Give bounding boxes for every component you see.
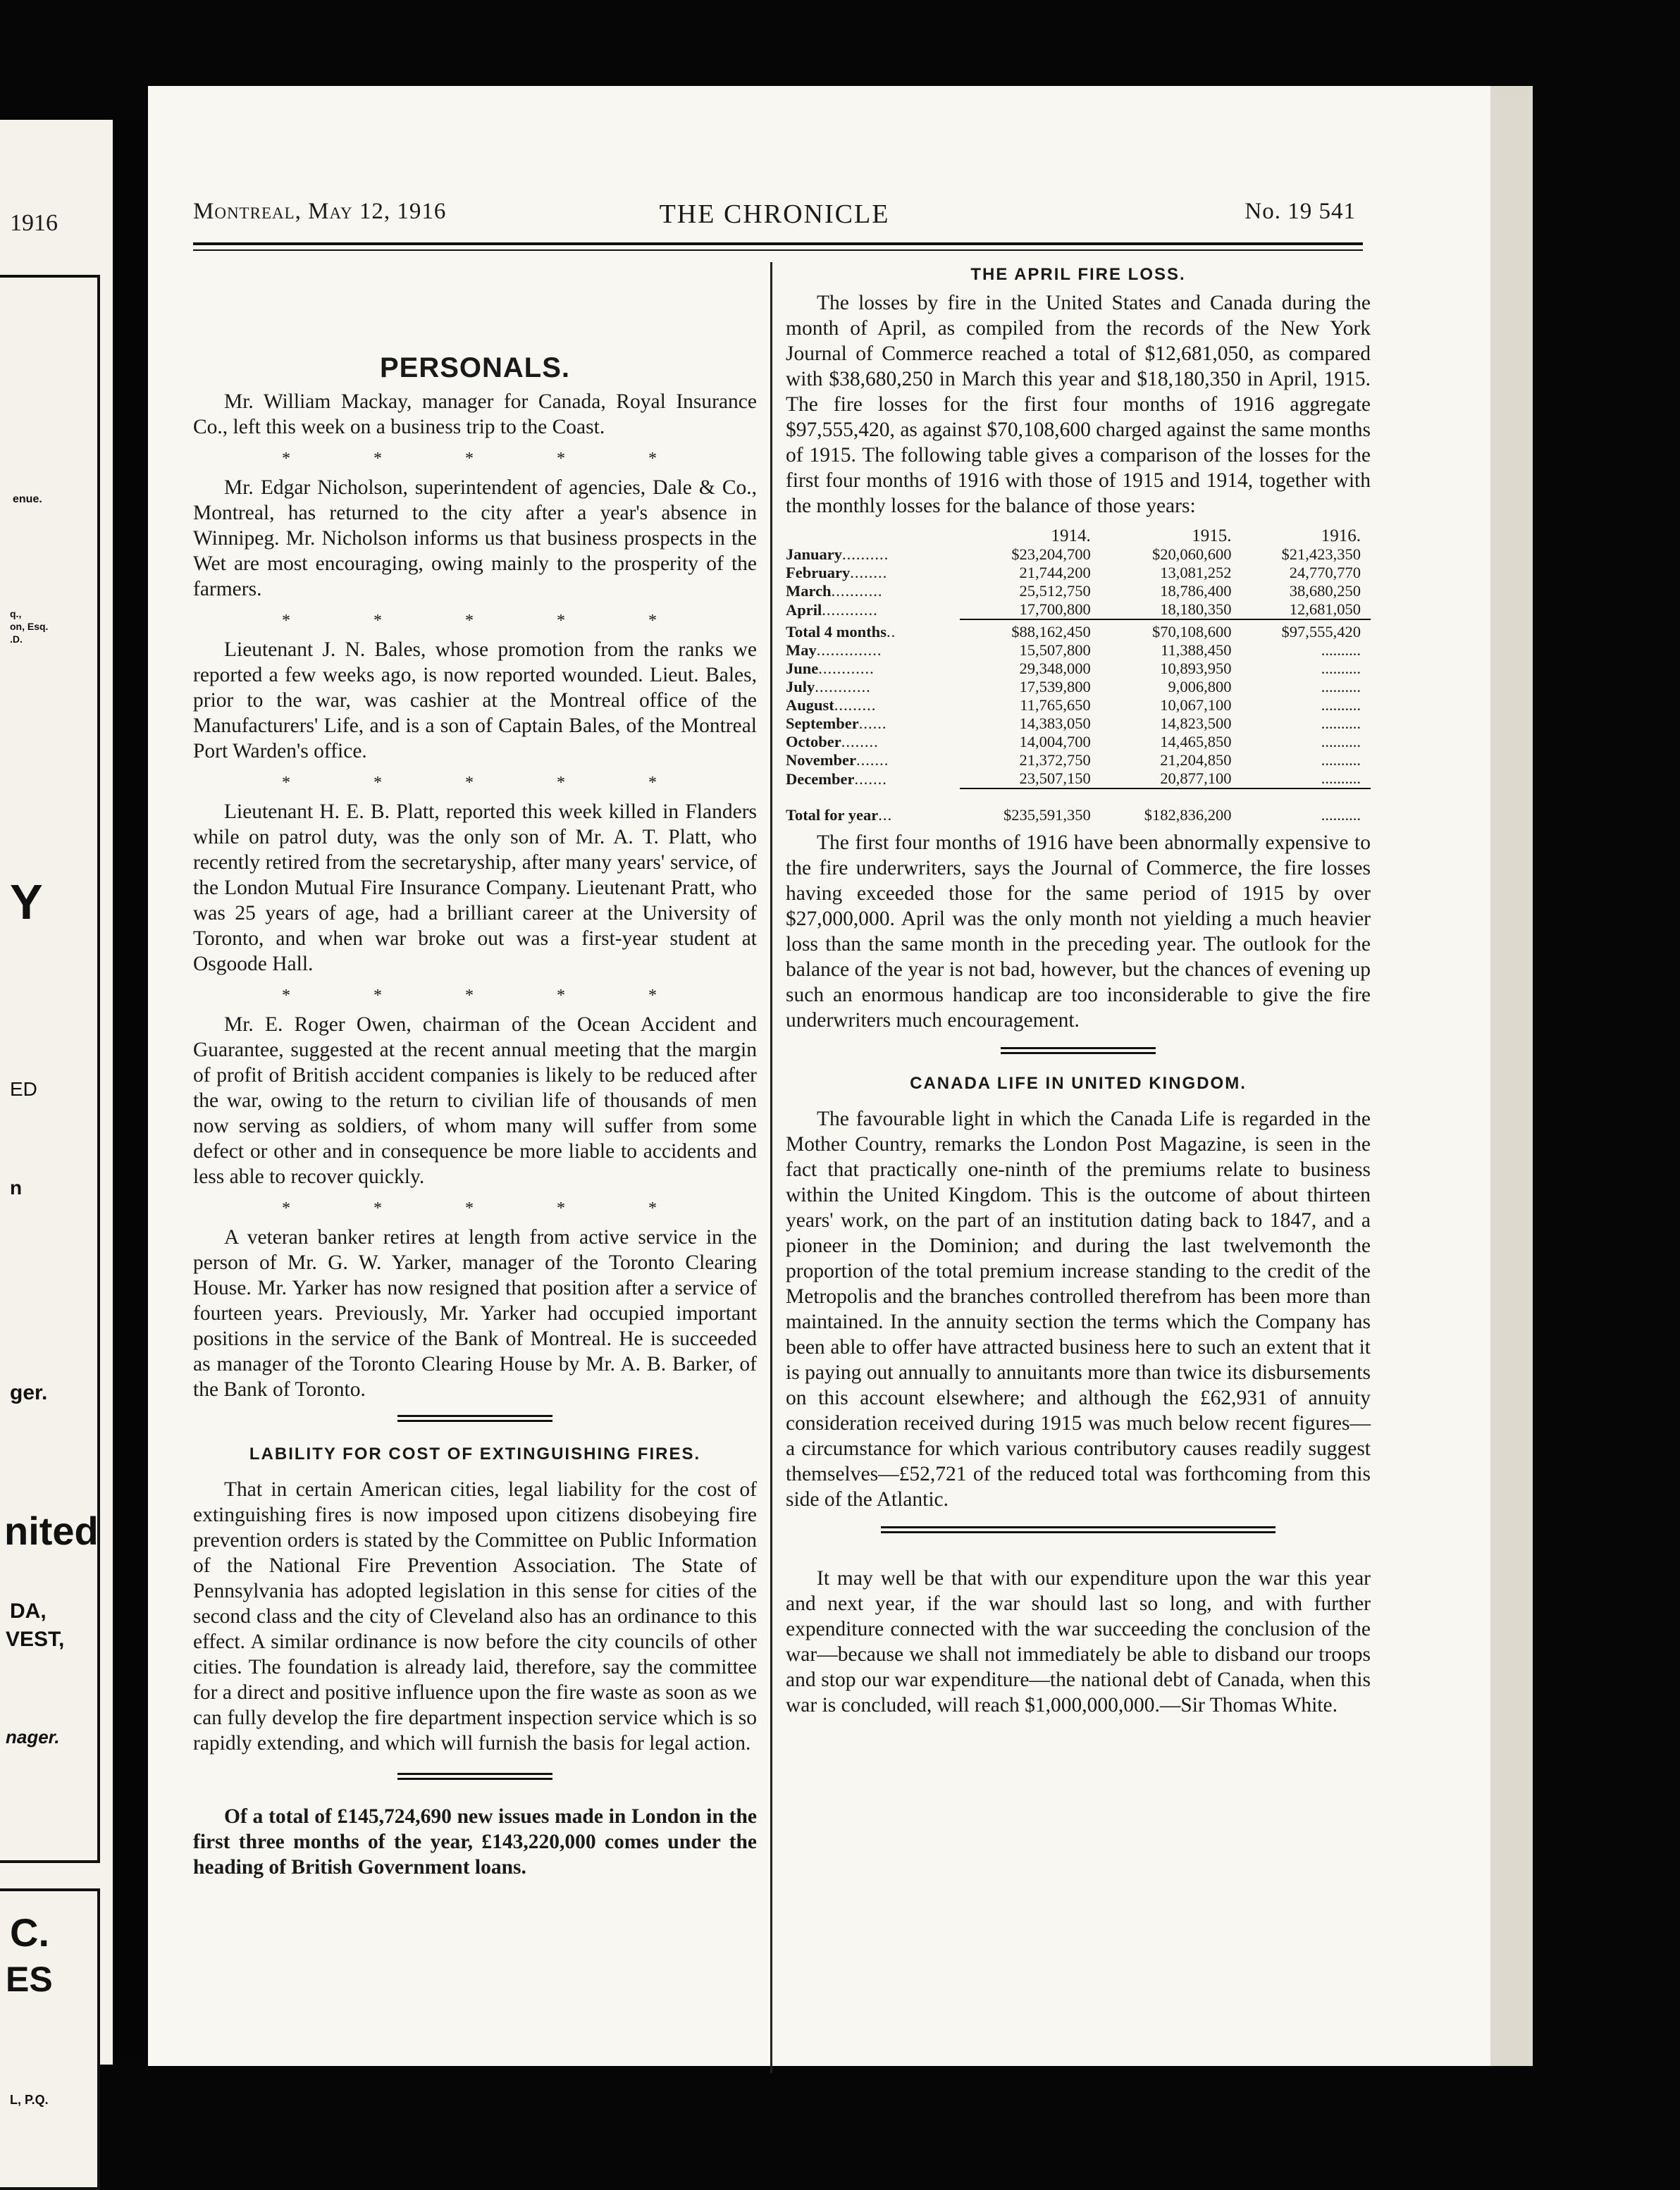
value-cell: ..........: [1321, 696, 1361, 714]
value-cell: 21,204,850: [1160, 751, 1232, 769]
section-rule: [1001, 1047, 1156, 1054]
month-cell: [786, 733, 960, 751]
facing-page-text: nited: [4, 1509, 99, 1553]
facing-page-text: L, P.Q.: [10, 2093, 49, 2107]
facing-page-text: C.: [10, 1910, 49, 1955]
month-cell: [786, 582, 960, 600]
value-cell: 25,512,750: [1019, 582, 1091, 600]
month-label: Total for year: [786, 806, 879, 824]
month-cell: [786, 678, 960, 696]
canada-life-heading: CANADA LIFE IN UNITED KINGDOM.: [910, 1074, 1247, 1093]
value-cell: 29,348,000: [1019, 660, 1091, 677]
leader-dots: ..: [886, 623, 896, 641]
facing-page-text: enue.: [13, 493, 42, 505]
table-row: [786, 600, 1371, 619]
value-cell: ..........: [1321, 769, 1361, 787]
fire-loss-table: [786, 527, 1371, 824]
value-cell: $20,060,600: [1151, 545, 1232, 563]
personal-item: Lieutenant J. N. Bales, whose promotion from the ranks we reported a few weeks ago, is now reported wounded. Lieut. Bales, prior to the war, was cashier at the Montreal office of the Manufacturers' Life, and is a son of Captain Bales, of the Montreal Port Warden's office.: [193, 638, 757, 762]
table-header-cell: 1914.: [1051, 526, 1091, 545]
value-cell: 21,372,750: [1019, 751, 1091, 769]
personals-heading: PERSONALS.: [379, 352, 571, 383]
section-stars: * * * * *: [282, 1199, 696, 1218]
leader-dots: ...: [878, 806, 893, 824]
month-label: Total 4 months: [786, 623, 887, 641]
leader-dots: ............: [822, 600, 878, 619]
masthead: [193, 192, 1356, 234]
masthead-number-page: No. 19 541: [1244, 199, 1356, 224]
month-cell: [786, 641, 960, 660]
table-row: [786, 641, 1371, 660]
facing-page-text: .D.: [10, 633, 23, 645]
leader-dots: ........: [850, 564, 888, 581]
table-row: [786, 545, 1371, 564]
value-cell: 11,765,650: [1020, 696, 1091, 714]
value-cell: 17,539,800: [1019, 678, 1091, 695]
value-cell: 15,507,800: [1019, 641, 1091, 659]
personal-item: Lieutenant H. E. B. Platt, reported this week killed in Flanders while on patrol duty, was the only son of Mr. A. T. Platt, who recently retired from the secretaryship, after many years' service, of the London Mutual Fire Insurance Company. Lieutenant Pratt, who was 25 years of age, had a brilliant career at the University of Toronto, and when war broke out was a first-year student at Osgoode Hall.: [193, 800, 757, 975]
table-row: [786, 623, 1371, 641]
new-issues-paragraph: Of a total of £145,724,690 new issues made in London in the first three months of the year, £143,220,000 comes under the heading of British Government loans.: [193, 1805, 757, 1879]
facing-page-text: ES: [6, 1960, 53, 1999]
facing-page-text: ger.: [10, 1381, 48, 1404]
liability-heading: LABILITY FOR COST OF EXTINGUISHING FIRES.: [249, 1444, 701, 1464]
leader-dots: ............: [818, 660, 875, 677]
value-cell: 18,180,350: [1160, 600, 1232, 618]
month-cell: [786, 660, 960, 678]
month-label: November: [786, 751, 856, 769]
value-cell: ..........: [1321, 641, 1361, 659]
page-gutter: [113, 120, 148, 2065]
masthead-rule: [193, 242, 1363, 251]
value-cell: 14,465,850: [1160, 733, 1232, 750]
value-cell: 10,067,100: [1160, 696, 1232, 714]
value-cell: $235,591,350: [1003, 806, 1091, 824]
leader-dots: ...........: [831, 582, 883, 600]
war-debt-paragraph: It may well be that with our expenditure upon the war this year and next year, if the war should last so long, and with further expenditure connected with the war succeeding the conclusion of the war—because we shall not immediately be able to disband our troops and stop our war expenditure—the national debt of Canada, when this war is concluded, will reach $1,000,000,000.—Sir Thomas White.: [786, 1567, 1371, 1716]
table-row: [786, 564, 1371, 582]
month-cell: [786, 714, 960, 733]
table-row: [786, 696, 1371, 714]
facing-page-text: q.,: [10, 608, 22, 619]
section-rule: [397, 1415, 552, 1422]
table-row: [786, 714, 1371, 733]
month-label: March: [786, 582, 832, 600]
value-cell: $88,162,450: [1011, 623, 1091, 641]
month-cell: [786, 696, 960, 714]
canada-life-paragraph: The favourable light in which the Canada Life is regarded in the Mother Country, remarks the London Post Magazine, is seen in the fact that practically one-ninth of the premiums relate to business within the United Kingdom. This is the outcome of about thirteen years' work, on the part of an institution dating back to 1847, and a pioneer in the Dominion; and during the last twelvemonth the proportion of the total premium increase standing to the credit of the Metropolis and the branches controlled therefrom has been more than maintained. In the annuity section the terms which the Company has been able to offer have attracted business here to such an extent that it is paying out annually to annuitants more than twice its disbursements on this account elsewhere; and although the £62,931 of annuity consideration received during 1915 was much below recent figures—a circumstance for which various contributory causes readily suggest themselves—£52,721 of the reduced total was forthcoming from this side of the Atlantic.: [786, 1108, 1371, 1511]
facing-page-fragment: [0, 120, 113, 2107]
value-cell: $182,836,200: [1144, 806, 1232, 824]
facing-page-text: ED: [10, 1078, 37, 1100]
personal-item: Mr. William Mackay, manager for Canada, Royal Insurance Co., left this week on a business trip to the Coast.: [193, 390, 757, 438]
right-column: [786, 262, 1371, 1726]
value-cell: 14,823,500: [1160, 714, 1232, 732]
masthead-place-date: Montreal, May 12, 1916: [193, 199, 447, 224]
value-cell: ..........: [1321, 714, 1361, 732]
month-label: August: [786, 696, 834, 714]
april-fire-heading: THE APRIL FIRE LOSS.: [970, 265, 1186, 284]
value-cell: 20,877,100: [1160, 769, 1232, 787]
leader-dots: ..............: [816, 641, 882, 659]
month-cell: [786, 792, 960, 824]
april-fire-intro: The losses by fire in the United States and Canada during the month of April, as compiled from the records of the New York Journal of Commerce reached a total of $12,681,050, as compared with $38,680,250 in March this year and $18,180,350 in April, 1915. The fire losses for the first four months of 1916 aggregate $97,555,420, as against $70,108,600 charged against the same months of 1915. The following table gives a comparison of the losses for the first four months of 1916 with those of 1915 and 1914, together with the monthly losses for the balance of those years:: [786, 292, 1371, 517]
month-cell: [786, 600, 960, 619]
newspaper-page: [148, 86, 1490, 2066]
leader-dots: .......: [854, 769, 887, 788]
table-header-cell: [786, 527, 960, 545]
facing-page-text: VEST,: [6, 1628, 65, 1651]
value-cell: $21,423,350: [1281, 545, 1361, 563]
value-cell: ..........: [1321, 806, 1361, 824]
value-cell: 12,681,050: [1289, 600, 1361, 618]
section-stars: * * * * *: [282, 774, 696, 792]
table-row: [786, 582, 1371, 600]
table-row: [786, 678, 1371, 696]
month-label: October: [786, 733, 841, 750]
value-cell: 24,770,770: [1289, 564, 1361, 581]
value-cell: 13,081,252: [1160, 564, 1232, 581]
table-header-cell: 1915.: [1192, 526, 1232, 545]
section-rule: [881, 1526, 1276, 1533]
month-cell: [786, 623, 960, 641]
leader-dots: ......: [858, 714, 887, 732]
facing-page-text: n: [10, 1177, 23, 1199]
value-cell: $23,204,700: [1011, 545, 1091, 563]
month-label: July: [786, 678, 815, 695]
value-cell: $70,108,600: [1151, 623, 1232, 641]
value-cell: 14,004,700: [1019, 733, 1091, 750]
table-header-row: [786, 527, 1371, 545]
month-label: May: [786, 641, 817, 659]
value-cell: ..........: [1321, 751, 1361, 769]
personal-item: Mr. E. Roger Owen, chairman of the Ocean Accident and Guarantee, suggested at the recent annual meeting that the margin of profit of British accident companies is likely to be reduced after the war, owing to the return to civilian life of thousands of men now serving as soldiers, of whom many will suffer from some defect or other and in consequence be more liable to accidents and less able to recover quickly.: [193, 1013, 757, 1188]
facing-page-text: Y: [10, 874, 43, 929]
page-edge: [1490, 86, 1533, 2066]
personal-item: A veteran banker retires at length from active service in the person of Mr. G. W. Yarker, manager of the Toronto Clearing House. Mr. Yarker has now resigned that position after a service of fourteen years. Previously, Mr. Yarker had occupied important positions in the service of the Bank of Montreal. He is succeeded as manager of the Toronto Clearing House by Mr. A. B. Barker, of the Bank of Toronto.: [193, 1226, 757, 1401]
leader-dots: .......: [856, 751, 889, 769]
leader-dots: .........: [834, 696, 877, 714]
value-cell: 23,507,150: [1019, 769, 1091, 787]
month-cell: [786, 751, 960, 769]
value-cell: 11,388,450: [1161, 641, 1232, 659]
month-label: June: [786, 660, 819, 677]
personal-item: Mr. Edgar Nicholson, superintendent of agencies, Dale & Co., Montreal, has returned to the city after a year's absence in Winnipeg. Mr. Nicholson informs us that business prospects in the Wet are most encouraging, owing mainly to the prosperity of the farmers.: [193, 476, 757, 600]
table-row: [786, 751, 1371, 769]
month-cell: [786, 545, 960, 564]
value-cell: ..........: [1321, 660, 1361, 677]
section-stars: * * * * *: [282, 612, 696, 630]
facing-page-text: DA,: [10, 1600, 47, 1623]
month-cell: [786, 769, 960, 788]
leader-dots: ..........: [842, 545, 889, 563]
month-label: April: [786, 600, 822, 619]
value-cell: ..........: [1321, 678, 1361, 695]
value-cell: 21,744,200: [1019, 564, 1091, 581]
table-row: [786, 660, 1371, 678]
table-row: [786, 769, 1371, 788]
month-cell: [786, 564, 960, 582]
leader-dots: ............: [815, 678, 871, 695]
month-label: February: [786, 564, 851, 581]
left-column: [193, 276, 757, 1888]
table-row: [786, 733, 1371, 751]
value-cell: 9,006,800: [1168, 678, 1232, 695]
month-label: January: [786, 545, 843, 563]
table-row: [786, 792, 1371, 824]
leader-dots: ........: [841, 733, 879, 750]
facing-page-text: on, Esq.: [10, 621, 49, 632]
facing-page-text: nager.: [6, 1726, 60, 1747]
liability-paragraph: That in certain American cities, legal liability for the cost of extinguishing fires is now imposed upon citizens disobeying fire prevention orders is stated by the Committee on Public Information of the National Fire Prevention Association. The State of Pennsylvania has adopted legislation in this sense for cities of the second class and the city of Cleveland also has an ordinance to this effect. A similar ordinance is now before the city councils of other cities. The foundation is already laid, therefore, say the committee for a direct and positive influence upon the fire waste as soon as we can fully develop the fire department inspection service which is so rapidly extending, and which will furnish the basis for legal action.: [193, 1478, 757, 1755]
value-cell: 14,383,050: [1019, 714, 1091, 732]
month-label: December: [786, 769, 855, 788]
section-stars: * * * * *: [282, 986, 696, 1005]
facing-page-year: 1916: [10, 210, 58, 236]
value-cell: $97,555,420: [1281, 623, 1361, 641]
value-cell: 18,786,400: [1160, 582, 1232, 600]
column-divider: [770, 262, 772, 2073]
section-stars: * * * * *: [282, 450, 696, 468]
table-header-cell: 1916.: [1321, 526, 1361, 545]
april-fire-commentary: The first four months of 1916 have been abnormally expensive to the fire underwriters, says the Journal of Commerce, the fire losses having exceeded those for the same period of 1915 by over $27,000,000. April was the only month not yielding a much heavier loss than the same month in the preceding year. The outlook for the balance of the year is not bad, however, but the chances of evening up such an enormous handicap are too inconsiderable to give the fire underwriters much encouragement.: [786, 831, 1371, 1032]
section-rule: [397, 1773, 552, 1780]
value-cell: ..........: [1321, 733, 1361, 750]
month-label: September: [786, 714, 859, 732]
value-cell: 38,680,250: [1289, 582, 1361, 600]
masthead-title: THE CHRONICLE: [659, 199, 890, 229]
value-cell: 17,700,800: [1019, 600, 1091, 618]
value-cell: 10,893,950: [1160, 660, 1232, 677]
